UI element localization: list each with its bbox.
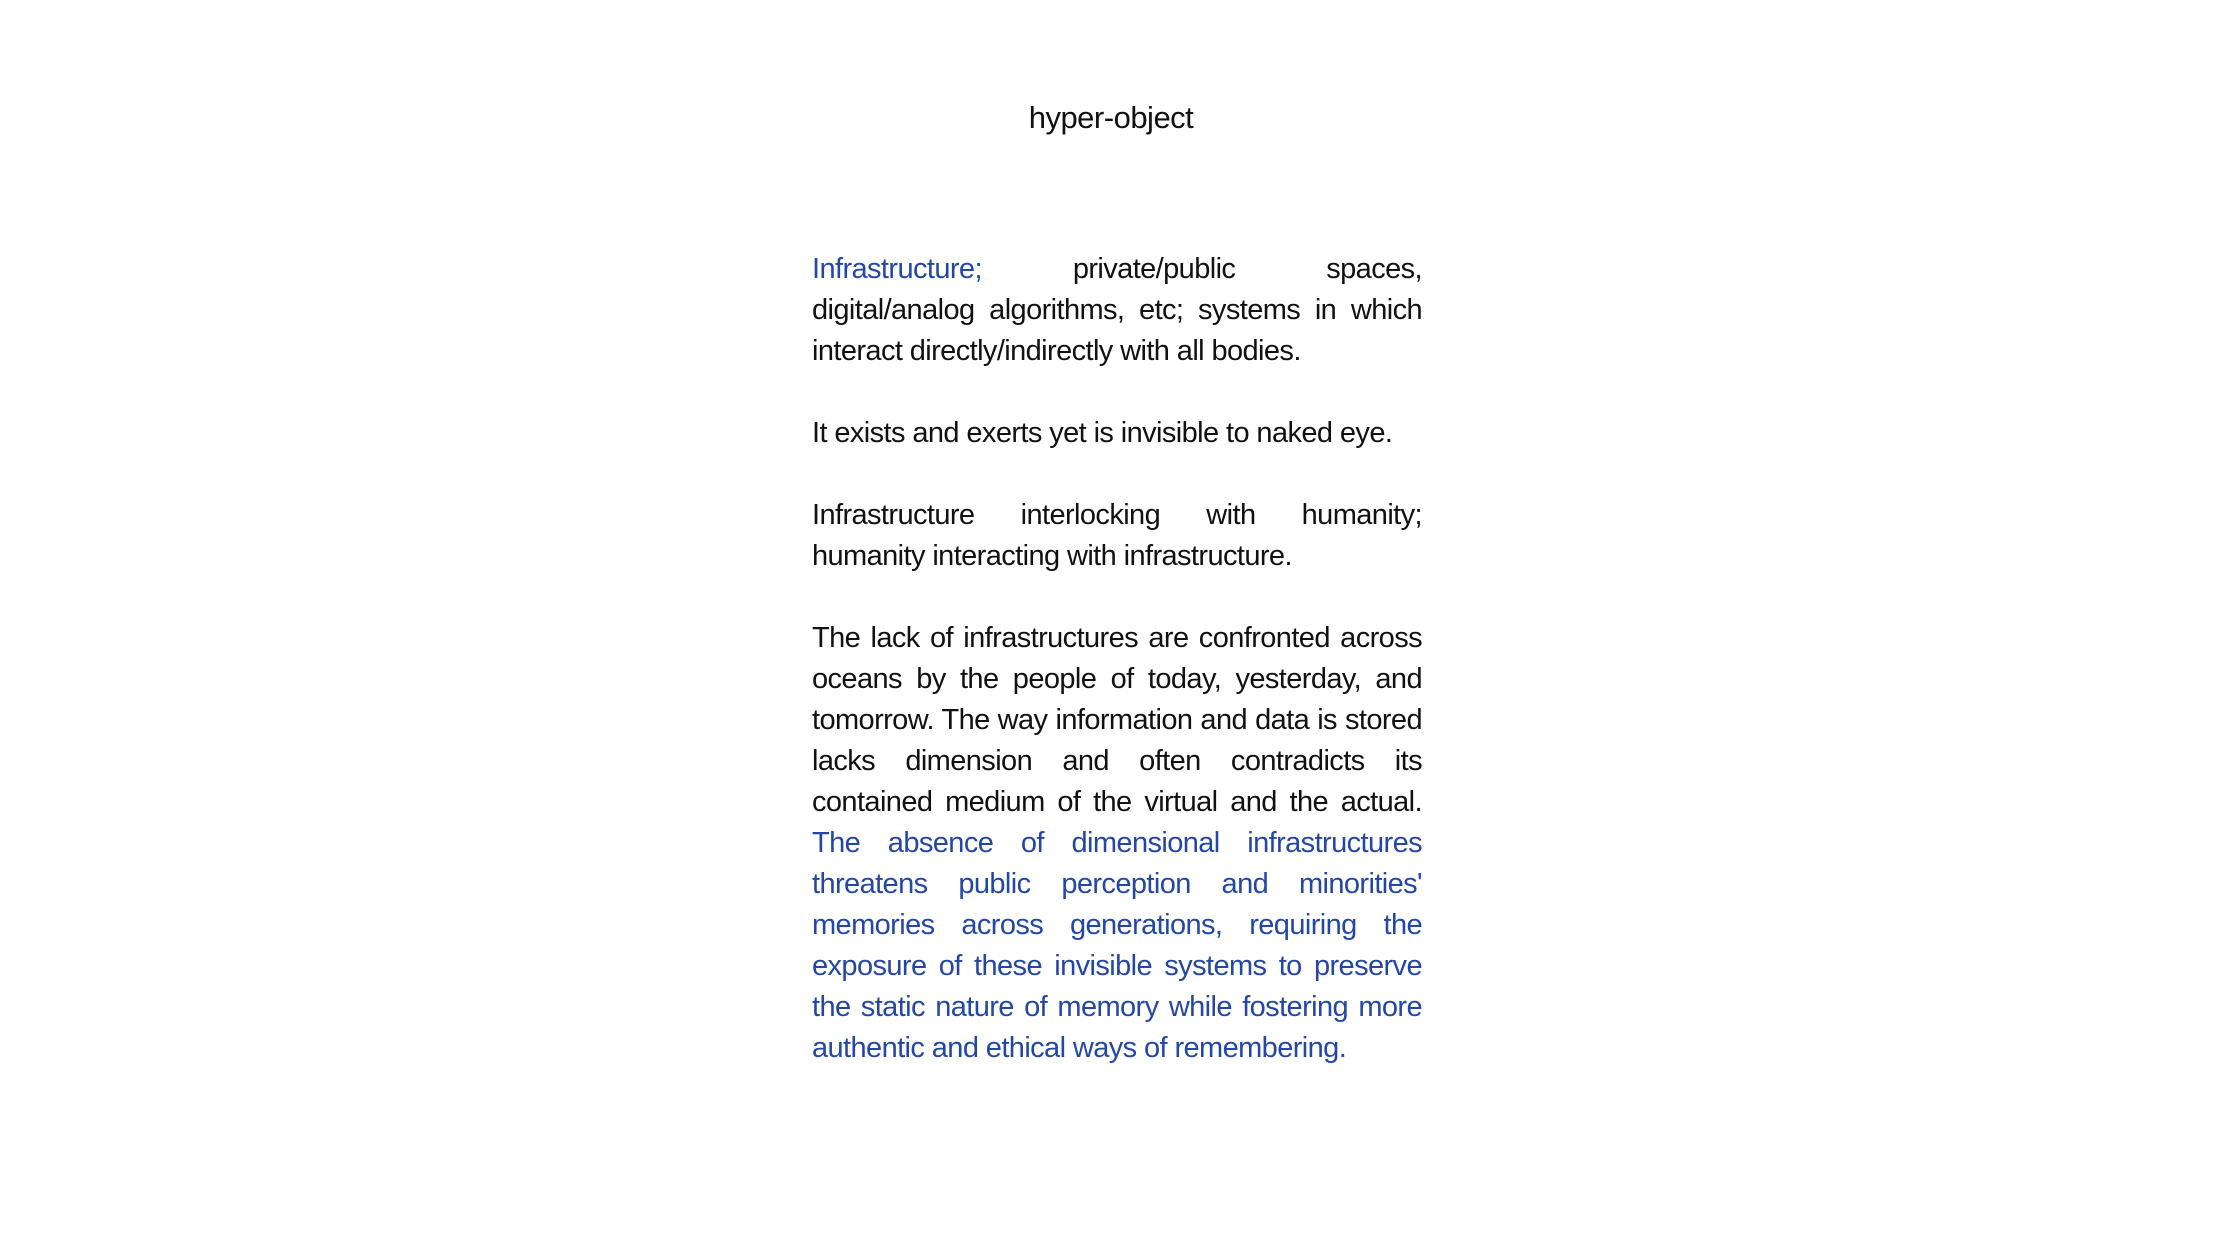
paragraph-text: private/public spaces, digital/analog algorithms, etc; systems in which interact directly/indirectly with all bodies. bbox=[812, 253, 1422, 367]
highlighted-term: Infrastructure; bbox=[812, 253, 982, 285]
paragraph-text: It exists and exerts yet is invisible to naked eye. bbox=[812, 417, 1393, 449]
paragraph-text: The lack of infrastructures are confronted across oceans by the people of today, yesterday, and tomorrow. The way information and data is stored lacks dimension and often contradicts its contained medium of the virtual and the actual. bbox=[812, 622, 1422, 818]
highlighted-statement: The absence of dimensional infrastructures threatens public perception and minorities' memories across generations, requiring the exposure of these invisible systems to preserve the static nature of memory while fostering more authentic and ethical ways of remembering. bbox=[812, 827, 1422, 1064]
document-body bbox=[812, 249, 1422, 1069]
paragraph-infrastructure-definition bbox=[812, 249, 1422, 372]
page-title: hyper-object bbox=[1028, 100, 1194, 135]
paragraph-invisible bbox=[812, 413, 1422, 454]
paragraph-text: Infrastructure interlocking with humanity; humanity interacting with infrastructure. bbox=[812, 499, 1422, 572]
paragraph-lack-of-infrastructures bbox=[812, 618, 1422, 1069]
paragraph-interlocking bbox=[812, 495, 1422, 577]
